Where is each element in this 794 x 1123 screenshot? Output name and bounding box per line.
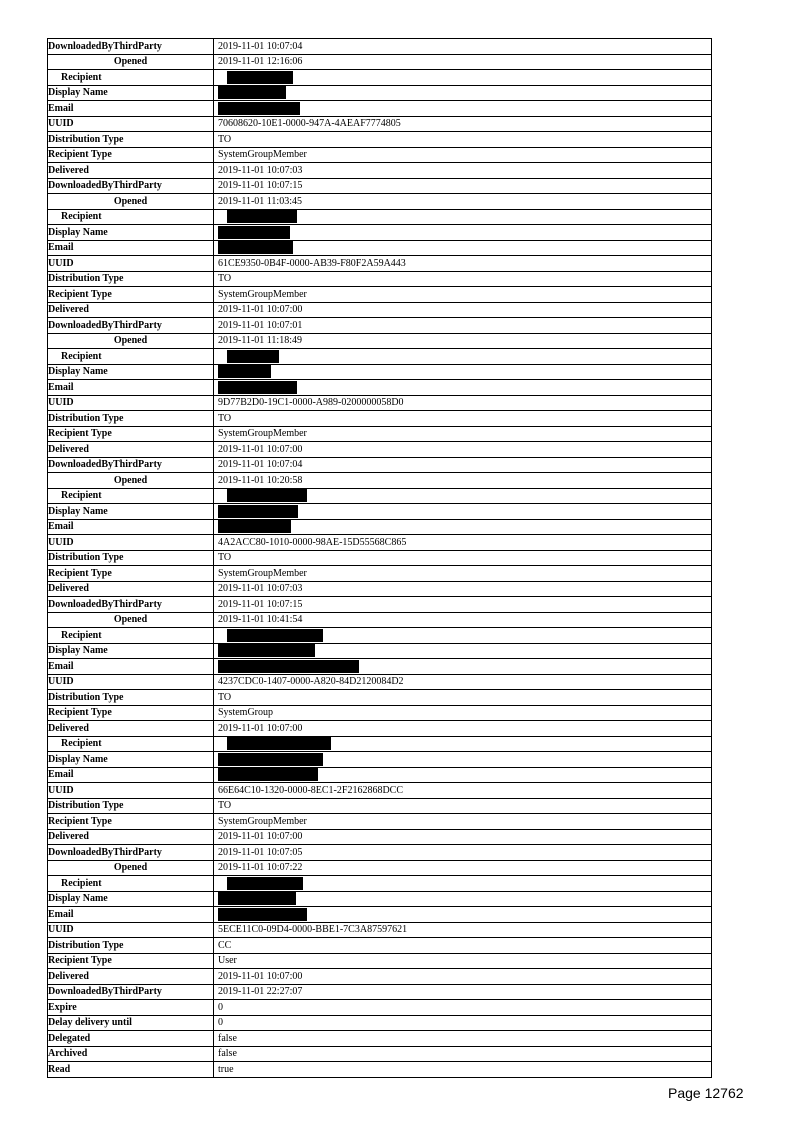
field-label: Recipient Type xyxy=(48,287,214,303)
field-value: 2019-11-01 10:07:00 xyxy=(214,302,712,318)
redacted-value xyxy=(214,504,712,520)
table-row xyxy=(48,426,712,442)
redaction-bar xyxy=(218,381,297,394)
table-row xyxy=(48,147,712,163)
table-row xyxy=(48,938,712,954)
field-value: 0 xyxy=(214,1000,712,1016)
field-label: DownloadedByThirdParty xyxy=(48,597,214,613)
field-value: SystemGroupMember xyxy=(214,814,712,830)
table-row xyxy=(48,411,712,427)
field-value: 2019-11-01 10:07:22 xyxy=(214,860,712,876)
field-value: User xyxy=(214,953,712,969)
table-row xyxy=(48,70,712,86)
redaction-bar xyxy=(218,520,291,533)
table-row xyxy=(48,922,712,938)
field-label: Opened xyxy=(48,860,214,876)
table-row xyxy=(48,240,712,256)
field-value: SystemGroup xyxy=(214,705,712,721)
table-row xyxy=(48,1031,712,1047)
redacted-value xyxy=(214,907,712,923)
field-value: TO xyxy=(214,132,712,148)
field-label: Email xyxy=(48,101,214,117)
redacted-value xyxy=(214,209,712,225)
table-row xyxy=(48,1046,712,1062)
redacted-value xyxy=(214,519,712,535)
field-value: TO xyxy=(214,271,712,287)
table-row xyxy=(48,752,712,768)
redaction-bar xyxy=(227,210,297,223)
field-value: SystemGroupMember xyxy=(214,426,712,442)
table-row xyxy=(48,721,712,737)
field-label: UUID xyxy=(48,674,214,690)
redaction-bar xyxy=(227,489,307,502)
field-value: 2019-11-01 10:07:00 xyxy=(214,721,712,737)
redaction-bar xyxy=(218,753,323,766)
page-number: Page 12762 xyxy=(668,1085,744,1101)
field-label: Display Name xyxy=(48,364,214,380)
field-label: Recipient xyxy=(48,349,214,365)
field-label: Delivered xyxy=(48,163,214,179)
table-row xyxy=(48,116,712,132)
table-row xyxy=(48,504,712,520)
field-value: SystemGroupMember xyxy=(214,147,712,163)
field-value: 4237CDC0-1407-0000-A820-84D2120084D2 xyxy=(214,674,712,690)
field-label: Display Name xyxy=(48,225,214,241)
table-row xyxy=(48,1015,712,1031)
redaction-bar xyxy=(218,505,298,518)
table-row xyxy=(48,349,712,365)
field-label: Opened xyxy=(48,333,214,349)
table-row xyxy=(48,860,712,876)
redacted-value xyxy=(214,876,712,892)
field-label: Delegated xyxy=(48,1031,214,1047)
field-value: 66E64C10-1320-0000-8EC1-2F2162868DCC xyxy=(214,783,712,799)
table-row xyxy=(48,302,712,318)
table-body xyxy=(48,39,712,1078)
field-label: DownloadedByThirdParty xyxy=(48,845,214,861)
table-row xyxy=(48,891,712,907)
field-label: Recipient xyxy=(48,628,214,644)
field-label: DownloadedByThirdParty xyxy=(48,39,214,55)
field-label: DownloadedByThirdParty xyxy=(48,178,214,194)
table-row xyxy=(48,225,712,241)
field-value: 2019-11-01 10:07:03 xyxy=(214,581,712,597)
field-label: Recipient Type xyxy=(48,705,214,721)
message-details-table xyxy=(47,38,712,1078)
field-label: Recipient Type xyxy=(48,566,214,582)
table-row xyxy=(48,442,712,458)
redaction-bar xyxy=(218,365,271,378)
redaction-bar xyxy=(227,737,331,750)
redacted-value xyxy=(214,85,712,101)
field-value: SystemGroupMember xyxy=(214,287,712,303)
redacted-value xyxy=(214,240,712,256)
field-value: 0 xyxy=(214,1015,712,1031)
field-label: UUID xyxy=(48,922,214,938)
field-value: 2019-11-01 10:41:54 xyxy=(214,612,712,628)
table-row xyxy=(48,1062,712,1078)
table-row xyxy=(48,473,712,489)
field-value: 2019-11-01 10:07:00 xyxy=(214,829,712,845)
redaction-bar xyxy=(218,768,318,781)
field-label: Display Name xyxy=(48,752,214,768)
table-row xyxy=(48,767,712,783)
field-label: DownloadedByThirdParty xyxy=(48,318,214,334)
table-row xyxy=(48,550,712,566)
redacted-value xyxy=(214,380,712,396)
table-row xyxy=(48,1000,712,1016)
redacted-value xyxy=(214,628,712,644)
field-label: Recipient Type xyxy=(48,147,214,163)
field-label: Recipient Type xyxy=(48,953,214,969)
table-row xyxy=(48,984,712,1000)
table-row xyxy=(48,659,712,675)
field-value: 2019-11-01 10:07:00 xyxy=(214,442,712,458)
field-value: 70608620-10E1-0000-947A-4AEAF7774805 xyxy=(214,116,712,132)
redacted-value xyxy=(214,70,712,86)
field-label: Recipient xyxy=(48,488,214,504)
field-value: 2019-11-01 12:16:06 xyxy=(214,54,712,70)
table-row xyxy=(48,876,712,892)
table-row xyxy=(48,333,712,349)
table-row xyxy=(48,178,712,194)
redaction-bar xyxy=(227,629,323,642)
field-label: DownloadedByThirdParty xyxy=(48,457,214,473)
field-label: Recipient xyxy=(48,736,214,752)
field-label: Delay delivery until xyxy=(48,1015,214,1031)
redacted-value xyxy=(214,101,712,117)
redacted-value xyxy=(214,752,712,768)
redaction-bar xyxy=(227,877,303,890)
field-label: Archived xyxy=(48,1046,214,1062)
field-label: Opened xyxy=(48,194,214,210)
field-label: Email xyxy=(48,380,214,396)
field-label: Display Name xyxy=(48,643,214,659)
field-value: 2019-11-01 10:07:04 xyxy=(214,39,712,55)
table-row xyxy=(48,380,712,396)
field-value: 2019-11-01 10:07:01 xyxy=(214,318,712,334)
field-label: Distribution Type xyxy=(48,411,214,427)
table-row xyxy=(48,814,712,830)
field-value: 2019-11-01 22:27:07 xyxy=(214,984,712,1000)
table-row xyxy=(48,845,712,861)
field-value: false xyxy=(214,1031,712,1047)
field-label: UUID xyxy=(48,395,214,411)
field-label: Opened xyxy=(48,54,214,70)
field-value: 2019-11-01 10:07:05 xyxy=(214,845,712,861)
redaction-bar xyxy=(218,908,307,921)
field-label: Expire xyxy=(48,1000,214,1016)
field-label: Recipient Type xyxy=(48,426,214,442)
field-label: Distribution Type xyxy=(48,550,214,566)
field-value: 2019-11-01 11:18:49 xyxy=(214,333,712,349)
redaction-bar xyxy=(218,102,300,115)
field-value: 2019-11-01 10:07:03 xyxy=(214,163,712,179)
field-label: UUID xyxy=(48,256,214,272)
table-row xyxy=(48,318,712,334)
field-label: Recipient xyxy=(48,209,214,225)
field-label: Delivered xyxy=(48,721,214,737)
table-row xyxy=(48,256,712,272)
table-row xyxy=(48,535,712,551)
field-label: UUID xyxy=(48,535,214,551)
table-row xyxy=(48,395,712,411)
field-label: DownloadedByThirdParty xyxy=(48,984,214,1000)
table-row xyxy=(48,132,712,148)
table-row xyxy=(48,612,712,628)
table-row xyxy=(48,194,712,210)
table-row xyxy=(48,798,712,814)
field-value: 4A2ACC80-1010-0000-98AE-15D55568C865 xyxy=(214,535,712,551)
table-row xyxy=(48,287,712,303)
redacted-value xyxy=(214,659,712,675)
table-row xyxy=(48,39,712,55)
field-label: Email xyxy=(48,240,214,256)
table-row xyxy=(48,364,712,380)
table-row xyxy=(48,271,712,287)
table-row xyxy=(48,969,712,985)
field-value: 2019-11-01 10:07:15 xyxy=(214,597,712,613)
field-value: SystemGroupMember xyxy=(214,566,712,582)
field-label: Display Name xyxy=(48,504,214,520)
table-row xyxy=(48,829,712,845)
table-row xyxy=(48,519,712,535)
field-value: TO xyxy=(214,411,712,427)
field-value: 9D77B2D0-19C1-0000-A989-0200000058D0 xyxy=(214,395,712,411)
field-label: Email xyxy=(48,907,214,923)
field-label: UUID xyxy=(48,116,214,132)
redacted-value xyxy=(214,349,712,365)
redacted-value xyxy=(214,225,712,241)
table-row xyxy=(48,736,712,752)
field-label: Display Name xyxy=(48,891,214,907)
field-value: 2019-11-01 10:07:15 xyxy=(214,178,712,194)
field-label: UUID xyxy=(48,783,214,799)
redaction-bar xyxy=(218,86,286,99)
field-label: Email xyxy=(48,519,214,535)
table-row xyxy=(48,643,712,659)
field-label: Email xyxy=(48,659,214,675)
table-row xyxy=(48,54,712,70)
field-label: Recipient Type xyxy=(48,814,214,830)
field-label: Read xyxy=(48,1062,214,1078)
redacted-value xyxy=(214,891,712,907)
field-label: Recipient xyxy=(48,70,214,86)
table-row xyxy=(48,674,712,690)
field-label: Delivered xyxy=(48,829,214,845)
field-value: 2019-11-01 11:03:45 xyxy=(214,194,712,210)
table-row xyxy=(48,628,712,644)
field-label: Recipient xyxy=(48,876,214,892)
table-row xyxy=(48,85,712,101)
field-label: Email xyxy=(48,767,214,783)
redaction-bar xyxy=(218,644,315,657)
redaction-bar xyxy=(218,241,293,254)
field-label: Distribution Type xyxy=(48,132,214,148)
field-value: 2019-11-01 10:07:04 xyxy=(214,457,712,473)
redaction-bar xyxy=(218,660,359,673)
field-value: TO xyxy=(214,690,712,706)
field-value: 2019-11-01 10:20:58 xyxy=(214,473,712,489)
table-row xyxy=(48,457,712,473)
redacted-value xyxy=(214,736,712,752)
field-label: Distribution Type xyxy=(48,690,214,706)
table-row xyxy=(48,581,712,597)
field-label: Delivered xyxy=(48,442,214,458)
table-row xyxy=(48,101,712,117)
field-label: Opened xyxy=(48,473,214,489)
table-row xyxy=(48,690,712,706)
field-value: false xyxy=(214,1046,712,1062)
redacted-value xyxy=(214,643,712,659)
field-label: Delivered xyxy=(48,302,214,318)
table-row xyxy=(48,705,712,721)
redaction-bar xyxy=(227,350,279,363)
table-row xyxy=(48,907,712,923)
table-row xyxy=(48,488,712,504)
field-label: Delivered xyxy=(48,969,214,985)
table-row xyxy=(48,209,712,225)
field-value: 2019-11-01 10:07:00 xyxy=(214,969,712,985)
redacted-value xyxy=(214,767,712,783)
table-row xyxy=(48,597,712,613)
field-value: CC xyxy=(214,938,712,954)
table-row xyxy=(48,163,712,179)
table-row xyxy=(48,783,712,799)
field-label: Display Name xyxy=(48,85,214,101)
field-value: true xyxy=(214,1062,712,1078)
field-label: Distribution Type xyxy=(48,938,214,954)
field-value: 5ECE11C0-09D4-0000-BBE1-7C3A87597621 xyxy=(214,922,712,938)
redacted-value xyxy=(214,488,712,504)
redaction-bar xyxy=(218,226,290,239)
redaction-bar xyxy=(218,892,296,905)
field-value: 61CE9350-0B4F-0000-AB39-F80F2A59A443 xyxy=(214,256,712,272)
field-label: Distribution Type xyxy=(48,271,214,287)
field-label: Delivered xyxy=(48,581,214,597)
field-label: Opened xyxy=(48,612,214,628)
redacted-value xyxy=(214,364,712,380)
redaction-bar xyxy=(227,71,293,84)
field-label: Distribution Type xyxy=(48,798,214,814)
table-row xyxy=(48,953,712,969)
table-row xyxy=(48,566,712,582)
field-value: TO xyxy=(214,798,712,814)
field-value: TO xyxy=(214,550,712,566)
